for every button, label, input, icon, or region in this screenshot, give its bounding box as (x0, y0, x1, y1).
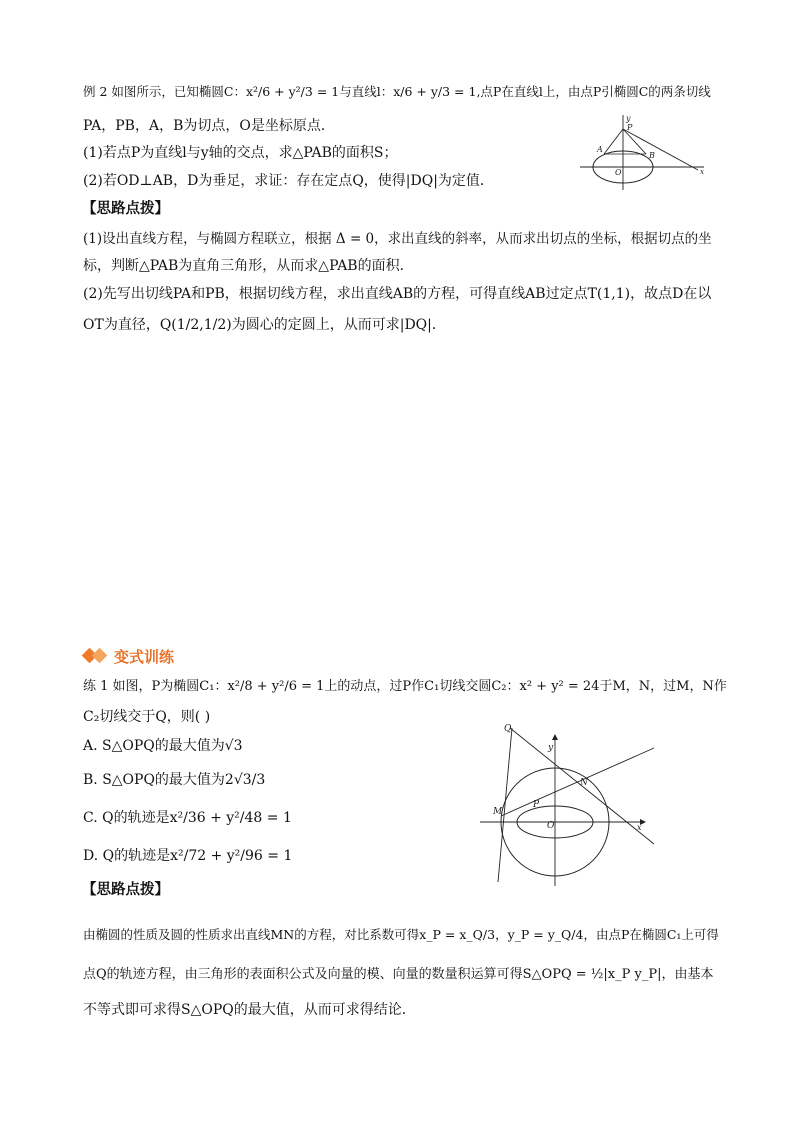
example2-hint-line-2: 标，判断△PAB为直角三角形，从而求△PAB的面积． (83, 258, 414, 274)
option-d: D. Q的轨迹是x²/72 + y²/96 = 1 (83, 848, 293, 864)
practice1-figure (476, 718, 656, 888)
example2-question-1: (1)若点P为直线l与y轴的交点，求△PAB的面积S； (83, 145, 398, 161)
fig2-label-x: x (637, 823, 642, 832)
example2-hint-line-4: OT为直径，Q(1/2,1/2)为圆心的定圆上，从而可求|DQ|． (83, 317, 446, 333)
example2-hint-heading: 【思路点拨】 (82, 201, 169, 217)
fig2-label-m: M (493, 807, 503, 817)
example2-hint-line-1: (1)设出直线方程，与椭圆方程联立，根据 Δ = 0，求出直线的斜率，从而求出切点的坐标，根据切点的坐 (83, 231, 712, 247)
fig1-label-p: P (627, 123, 633, 132)
fig2-label-y: y (548, 743, 554, 753)
fig2-label-o: O (547, 821, 555, 831)
practice1-hint-line-2: 点Q的轨迹方程，由三角形的表面积公式及向量的模、向量的数量积运算可得S△OPQ = ½|x_P y_P|，由基本 (83, 967, 714, 982)
example2-line-1: 例 2 如图所示，已知椭圆C：x²/6 + y²/3 = 1与直线l：x/6 + y/3 = 1,点P在直线l上，由点P引椭圆C的两条切线 (83, 84, 711, 99)
fig1-label-b: B (649, 151, 655, 160)
practice1-hint-line-3: 不等式即可求得S△OPQ的最大值，从而可求得结论． (83, 1002, 416, 1018)
example2-question-2: (2)若OD⊥AB，D为垂足，求证：存在定点Q，使得|DQ|为定值． (83, 173, 494, 189)
example2-figure (578, 112, 708, 192)
diamond-icon (82, 648, 110, 664)
fig1-label-x: x (700, 168, 704, 176)
practice1-line-2: C₂切线交于Q，则( ) (83, 709, 211, 725)
fig1-label-a: A (597, 145, 603, 154)
fig2-label-n: N (580, 778, 588, 788)
fig1-label-y: y (626, 114, 631, 123)
fig2-label-p: P (533, 800, 540, 810)
section-title: 变式训练 (114, 647, 175, 666)
option-b: B. S△OPQ的最大值为2√3/3 (83, 772, 266, 788)
example2-hint-line-3: (2)先写出切线PA和PB，根据切线方程，求出直线AB的方程，可得直线AB过定点T(1,1)，故点D在以 (83, 286, 712, 302)
fig2-label-q: Q (504, 724, 512, 734)
practice1-line-1: 练 1 如图，P为椭圆C₁：x²/8 + y²/6 = 1上的动点，过P作C₁切线交圆C₂：x² + y² = 24于M，N，过M，N作 (83, 679, 727, 694)
option-a: A. S△OPQ的最大值为√3 (83, 738, 243, 754)
practice1-hint-heading: 【思路点拨】 (82, 882, 169, 898)
option-c: C. Q的轨迹是x²/36 + y²/48 = 1 (83, 810, 292, 826)
example2-line-2: PA，PB，A，B为切点，O是坐标原点． (83, 118, 335, 134)
practice1-hint-line-1: 由椭圆的性质及圆的性质求出直线MN的方程，对比系数可得x_P = x_Q/3，y_P = y_Q/4，由点P在椭圆C₁上可得 (83, 927, 719, 942)
fig1-label-o: O (615, 168, 622, 177)
section-header (82, 645, 174, 667)
